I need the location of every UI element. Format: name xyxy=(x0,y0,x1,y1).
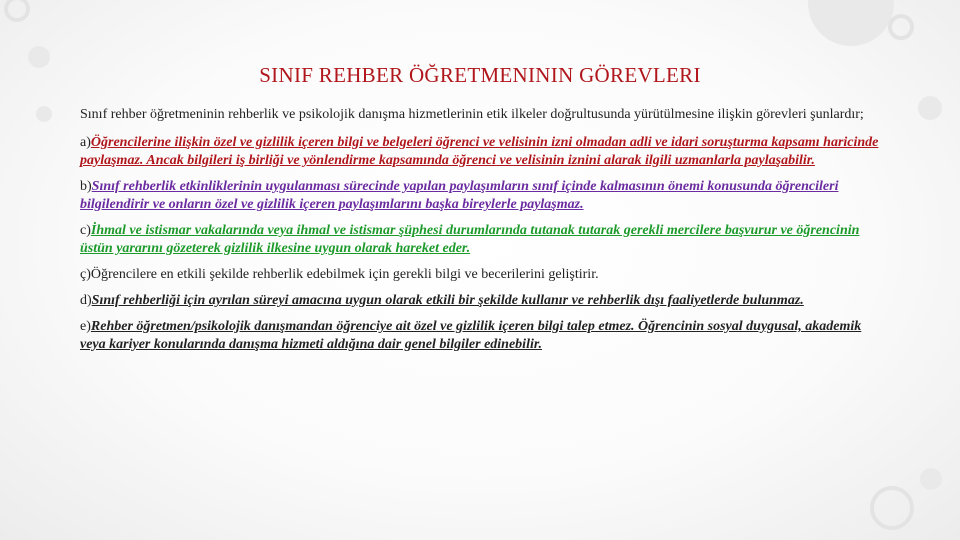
decorative-circle xyxy=(918,96,942,120)
list-item xyxy=(80,222,890,258)
list-item xyxy=(80,266,890,284)
item-prefix: e) xyxy=(80,319,91,334)
slide-title: SINIF REHBER ÖĞRETMENININ GÖREVLERI xyxy=(259,63,701,87)
decorative-ring xyxy=(4,0,30,22)
item-text: Öğrencilerine ilişkin özel ve gizlilik içeren bilgi ve belgeleri öğrenci ve velisinin izni olmadan adli ve idari soruşturma kapsamı haricinde paylaşmaz. Ancak bilgileri iş birliği ve yönlendirme kapsamında öğrenci ve velisinin iznini alarak ilgili uzmanlarla paylaşabilir. xyxy=(80,135,879,168)
decorative-circle xyxy=(920,468,942,490)
item-prefix: b) xyxy=(80,179,92,194)
decorative-ring xyxy=(888,14,914,40)
list-item xyxy=(80,178,890,214)
item-text: İhmal ve istismar vakalarında veya ihmal ve istismar şüphesi durumlarında tutanak tutarak gerekli mercilere başvurur ve öğrencinin üstün yararını gözeterek gizlilik ilkesine uygun olarak hareket eder. xyxy=(80,223,860,256)
item-text: Öğrencilere en etkili şekilde rehberlik edebilmek için gerekli bilgi ve becerilerini geliştirir. xyxy=(90,267,599,282)
item-text: Sınıf rehberliği için ayrılan süreyi amacına uygun olarak etkili bir şekilde kullanır ve rehberlik dışı faaliyetlerde bulunmaz. xyxy=(91,293,804,308)
item-prefix: a) xyxy=(80,135,91,150)
list-item xyxy=(80,134,890,170)
list-item xyxy=(80,318,890,354)
decorative-ring xyxy=(870,486,914,530)
intro-paragraph: Sınıf rehber öğretmeninin rehberlik ve psikolojik danışma hizmetlerinin etik ilkeler doğrultusunda yürütülmesine ilişkin görevleri şunlardır; xyxy=(80,107,864,122)
decorative-circle xyxy=(36,106,52,122)
decorative-circle xyxy=(808,0,894,46)
item-prefix: d) xyxy=(80,293,92,308)
item-text: Sınıf rehberlik etkinliklerinin uygulanması sürecinde yapılan paylaşımların sınıf içinde kalmasının önemi konusunda öğrencileri bilgilendirir ve onların özel ve gizlilik içeren paylaşımlarını başka bireylerle paylaşmaz. xyxy=(80,179,839,212)
item-text: Rehber öğretmen/psikolojik danışmandan öğrenciye ait özel ve gizlilik içeren bilgi talep etmez. Öğrencinin sosyal duygusal, akademik veya kariyer konularında danışma hizmeti aldığına dair genel bilgiler edinebilir. xyxy=(80,319,862,352)
item-prefix: ç) xyxy=(80,267,91,282)
slide-body xyxy=(80,106,890,362)
list-item xyxy=(80,292,890,310)
item-prefix: c) xyxy=(80,223,91,238)
